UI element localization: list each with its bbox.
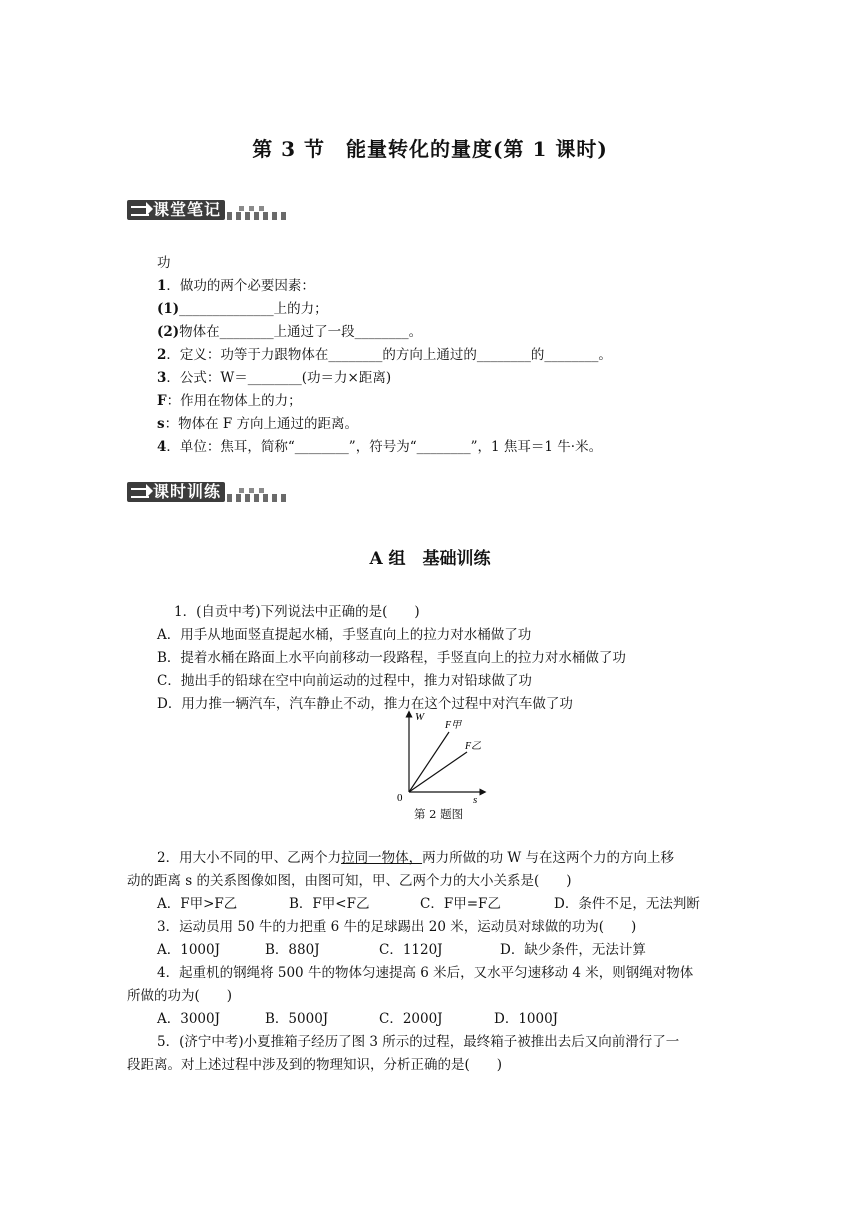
note-item: (2)物体在________上通过了一段________。 [157, 324, 423, 340]
question-3-stem: 3．运动员用 50 牛的力把重 6 牛的足球踢出 20 米，运动员对球做的功为( ) [157, 919, 637, 935]
note-item: 2．定义：功等于力跟物体在________的方向上通过的________的________。 [157, 347, 612, 363]
question-5-line-2: 段距离。对上述过程中涉及到的物理知识，分析正确的是( ) [127, 1057, 503, 1073]
question-1-stem: 1．(自贡中考)下列说法中正确的是( ) [174, 604, 420, 620]
x-axis-label: s [473, 794, 478, 804]
question-1-option-d: D．用力推一辆汽车，汽车静止不动，推力在这个过程中对汽车做了功 [157, 696, 573, 712]
origin-label: 0 [397, 792, 403, 804]
line-f-jia-label: F甲 [445, 720, 462, 731]
question-1-option-b: B．提着水桶在路面上水平向前移动一段路程，手竖直向上的拉力对水桶做了功 [157, 650, 626, 666]
question-3-option-d: D．缺少条件，无法计算 [500, 942, 646, 958]
question-2-option-b: B．F甲<F乙 [289, 896, 370, 912]
question-3-option-c: C．1120J [379, 942, 443, 958]
note-item: 3．公式：W＝________(功＝力×距离) [157, 370, 392, 386]
question-2-option-d: D．条件不足，无法判断 [554, 896, 700, 912]
note-item: 1．做功的两个必要因素： [157, 278, 315, 294]
notes-banner [127, 200, 287, 222]
arrow-icon [131, 488, 149, 498]
y-axis-label: W [415, 711, 425, 723]
figure-2-caption: 第 2 题图 [414, 807, 464, 821]
figure-2-graph [395, 708, 495, 804]
question-2-option-a: A．F甲>F乙 [157, 896, 238, 912]
note-item: (1)______________上的力； [157, 301, 328, 317]
notes-banner-label: 课堂笔记 [153, 200, 222, 219]
note-item: 4．单位：焦耳，简称“________”，符号为“________”，1 焦耳＝1 牛·米。 [157, 439, 603, 455]
arrow-icon [131, 206, 149, 216]
question-4-line-2: 所做的功为( ) [127, 988, 233, 1004]
question-3-option-a: A．1000J [157, 942, 221, 958]
line-f-yi [409, 752, 467, 792]
question-2-line-1: 2．用大小不同的甲、乙两个力拉同一物体，两力所做的功 W 与在这两个力的方向上移 [157, 850, 675, 866]
group-title: A 组 基础训练 [369, 549, 491, 569]
question-1-option-c: C．抛出手的铅球在空中向前运动的过程中，推力对铅球做了功 [157, 673, 532, 689]
question-2-line-2: 动的距离 s 的关系图像如图，由图可知，甲、乙两个力的大小关系是( ) [127, 873, 572, 889]
question-3-option-b: B．880J [265, 942, 320, 958]
question-4-line-1: 4．起重机的钢绳将 500 牛的物体匀速提高 6 米后，又水平匀速移动 4 米，则钢绳对物体 [157, 965, 694, 981]
question-1-option-a: A．用手从地面竖直提起水桶，手竖直向上的拉力对水桶做了功 [157, 627, 532, 643]
training-banner [127, 482, 287, 504]
question-4-option-d: D．1000J [494, 1011, 559, 1027]
question-4-option-a: A．3000J [157, 1011, 221, 1027]
line-f-jia [409, 732, 449, 792]
question-2-option-c: C．F甲=F乙 [420, 896, 501, 912]
notes-heading: 功 [157, 255, 171, 271]
question-5-line-1: 5．(济宁中考)小夏推箱子经历了图 3 所示的过程，最终箱子被推出去后又向前滑行了一 [157, 1034, 680, 1050]
line-f-yi-label: F乙 [465, 741, 482, 752]
page-title: 第 3 节 能量转化的量度(第 1 课时) [252, 137, 608, 161]
note-item: s：物体在 F 方向上通过的距离。 [157, 416, 359, 432]
training-banner-label: 课时训练 [153, 482, 222, 501]
question-4-option-b: B．5000J [265, 1011, 329, 1027]
note-item: F：作用在物体上的力； [157, 393, 302, 409]
question-4-option-c: C．2000J [379, 1011, 443, 1027]
